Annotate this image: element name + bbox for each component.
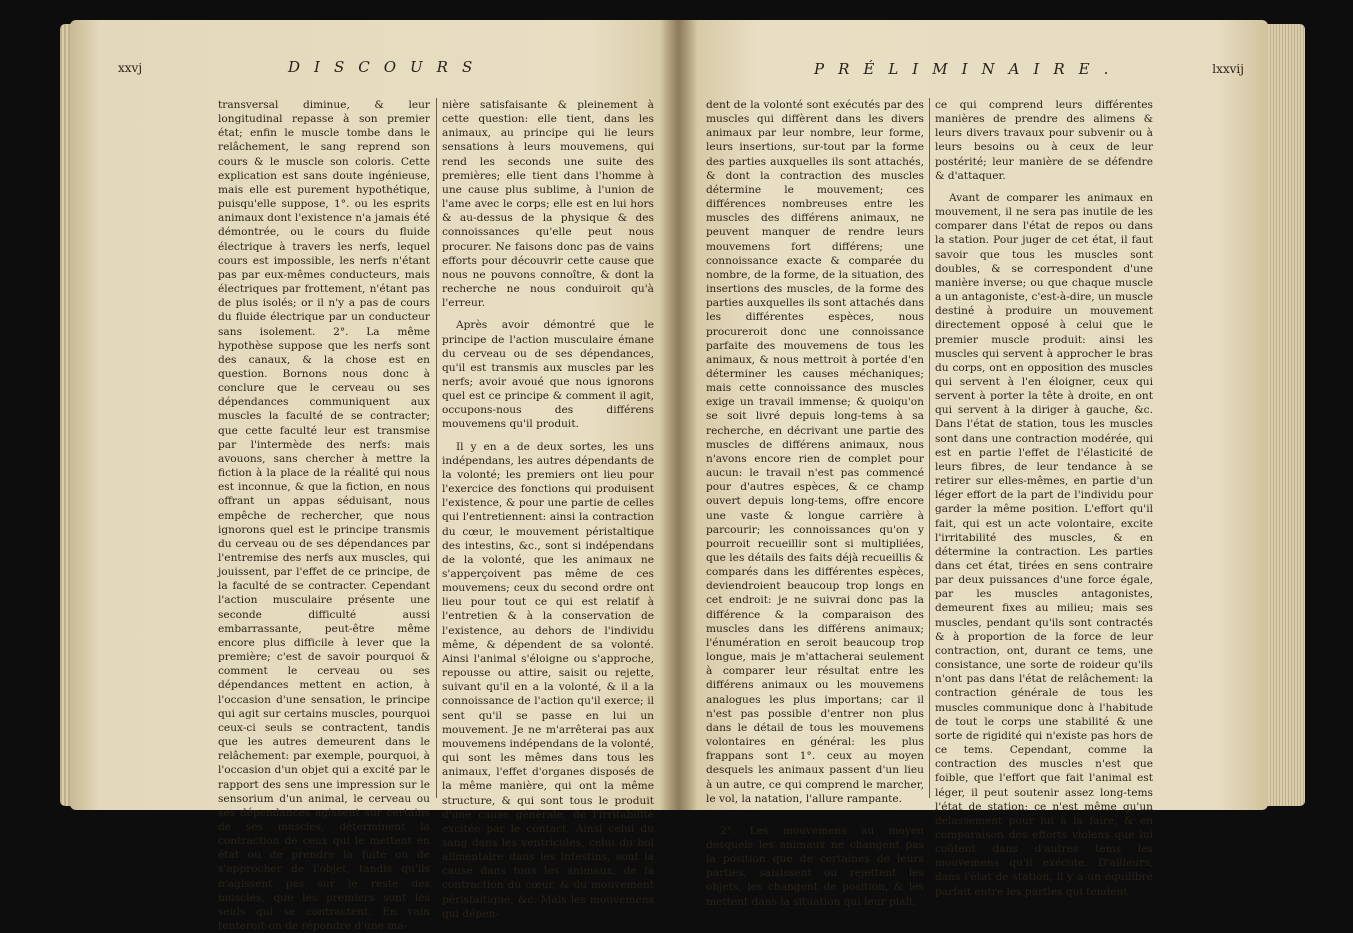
page-edges-right xyxy=(1265,24,1305,806)
paragraph: dent de la volonté sont exécutés par des muscles qui diffèrent dans les divers animaux par leur nombre, leur forme, leurs insertions, sur-tout par la forme des parties auxquelles ils sont attachés, & dont la contraction des muscles détermine le mouvement; ces différences nombreuses entre les muscles des différens animaux, ne peuvent manquer de rendre leurs mouvemens fort différens; une connoissance exacte & comparée du nombre, de la forme, de la situation, des insertions des muscles, de la forme des parties auxquelles ils sont attachés dans les différentes espèces, nous procureroit donc une connoissance parfaite des mouvemens de tous les animaux, & nous mettroit à portée d'en déterminer les causes méchaniques; mais cette connoissance des muscles exige un travail immense; & quoiqu'on se soit livré depuis long-tems à sa recherche, en décrivant une partie des muscles de différens animaux, nous n'avons encore rien de complet pour aucun: le travail n'est pas commencé pour d'autres espèces, & ce champ ouvert depuis long-tems, offre encore une vaste & longue carrière à parcourir; les connoissances qu'on y pourroit recueillir sont si multipliées, que les détails des faits déjà recueillis & comparés dans les différentes espèces, deviendroient beaucoup trop longs en cet endroit: je ne suivrai donc pas la différence & la comparaison des muscles dans les différens animaux; l'énumération en seroit beaucoup trop longue, mais je m'attacherai seulement à comparer leur résultat entre les différens animaux ou les mouvemens analogues les plus importans; car il n'est pas possible d'entrer non plus dans le détail de tous les mouvemens volontaires en général: les plus frappans sont 1°. ceux au moyen desquels les animaux passent d'un lieu à un autre, ce qui comprend le marcher, le vol, la natation, l'allure rampante. xyxy=(706,99,924,805)
paragraph: Il y en a de deux sortes, les uns indépendans, les autres dépendants de la volonté; les premiers ont lieu pour l'exercice des fonctions qui produisent l'existence, & pour une partie de celles qui l'entretiennent: ainsi la contraction du cœur, le mouvement péristaltique des intestins, &c., sont si indépendans de la volonté, que les animaux ne s'apperçoivent pas même de ces mouvemens; ceux du second ordre ont lieu pour tout ce qui est relatif à l'entretien & à la conservation de l'existence, au dehors de l'individu même, & dépendent de sa volonté. Ainsi l'animal s'éloigne ou s'approche, repousse ou attire, saisit ou rejette, suivant qu'il en a la volonté, & il a la connoissance de l'action qu'il exerce; il sent qu'il se passe en lui un mouvement. Je ne m'arrêterai pas aux mouvemens indépendans de la volonté, qui sont les mêmes dans tous les animaux, l'effet d'organes disposés de la même manière, qui ont la même structure, & qui sont tous le produit d'une cause générale, de l'irritabilité excitée par le contact. Ainsi celui du sang dans les ventricules, celui du bol alimentaire dans les intestins, sont la cause dans tous les animaux, de la contraction du cœur, & du mouvement péristaltique, &c. Mais les mouvemens qui dépen- xyxy=(442,440,654,920)
left-page-number: xxvj xyxy=(118,61,143,75)
right-column-1 xyxy=(706,98,924,909)
paragraph: Avant de comparer les animaux en mouvement, il ne sera pas inutile de les comparer dans l'état de repos ou dans la station. Pour juger de cet état, il faut savoir que tous les muscles sont doubles, & se correspondent d'une manière inverse; ou que chaque muscle a un antagoniste, c'est-à-dire, un muscle destiné à produire un mouvement directement opposé à celui que le premier muscle produit: ainsi les muscles qui servent à approcher le bras du corps, ont en opposition des muscles qui servent à l'en éloigner, ceux qui servent à porter la tête à droite, en ont qui servent à la diriger à gauche, &c. Dans l'état de station, tous les muscles sont dans une contraction modérée, qui est en partie l'effet de l'élasticité de leurs fibres, de leur tendance à se retirer sur elles-mêmes, en partie d'un léger effort de la part de l'individu pour garder la même position. L'effort qu'il fait, qui est un acte volontaire, excite l'irritabilité des muscles, & en détermine la contraction. Les parties dans cet état, tirées en sens contraire par deux puissances d'une force égale, par les muscles antagonistes, demeurent fixes au milieu; mais ses muscles, pendant qu'ils sont contractés & à proportion de la force de leur contraction, ont, durant ce tems, une consistance, une sorte de roideur qu'ils n'ont pas dans l'état de relâchement: la contraction générale de tous les muscles communique donc à l'habitude de tout le corps une stabilité & une sorte de rigidité qui n'existe pas hors de ce tems. Cependant, comme la contraction des muscles n'est que foible, que l'effort que fait l'animal est léger, il peut soutenir assez long-tems l'état de station; ce n'est même qu'un délassement pour lui à la faire, & en comparaison des efforts violens que lui coûtent dans d'autres tems les mouvemens qu'il exécute. D'ailleurs, dans l'état de station, il y a un équilibre parfait entre les parties qui tendent xyxy=(935,191,1153,898)
paragraph: ce qui comprend leurs différentes manières de prendre des alimens & leurs divers travaux pour subvenir ou à leurs besoins ou à ceux de leur postérité; leur manière de se défendre & d'attaquer. xyxy=(935,99,1153,182)
paragraph: nière satisfaisante & pleinement à cette question: elle tient, dans les animaux, au principe qui lie leurs sensations à leurs mouvemens, qui rend les seconds une suite des premières; elle tient dans l'homme à une cause plus sublime, à l'union de l'ame avec le corps; elle est en lui hors & au-dessus de la physique & des connoissances qu'elle peut nous procurer. Ne faisons donc pas de vains efforts pour découvrir cette cause que nous ne pouvons connoître, & dont la recherche ne nous conduiroit qu'à l'erreur. xyxy=(442,99,654,310)
left-column-2 xyxy=(442,98,654,921)
left-column-1 xyxy=(218,98,430,933)
right-column-2 xyxy=(935,98,1153,899)
column-rule xyxy=(436,98,437,798)
column-rule xyxy=(929,98,930,798)
right-running-head xyxy=(814,60,1244,78)
left-running-title: DISCOURS xyxy=(288,58,487,76)
right-running-title: PRÉLIMINAIRE. xyxy=(814,60,1123,78)
paragraph: 2°. Les mouvemens au moyen desquels les animaux ne changent pas la position que de certaines de leurs parties, saisissent ou rejettent les objets, les changent de position, & les mettent dans la situation qui leur plaît, xyxy=(706,824,924,908)
paragraph: Après avoir démontré que le principe de l'action musculaire émane du cerveau ou de ses dépendances, qu'il est transmis aux muscles par les nerfs; avoir avoué que nous ignorons quel est ce principe & comment il agit, occupons-nous des différens mouvemens qu'il produit. xyxy=(442,319,654,431)
left-page xyxy=(70,20,678,933)
right-page xyxy=(678,20,1268,908)
paragraph: transversal diminue, & leur longitudinal repasse à son premier état; enfin le muscle tombe dans le relâchement, le sang reprend son cours & le muscle son coloris. Cette explication est sans doute ingénieuse, mais elle est purement hypothétique, puisqu'elle suppose, 1°. ou les esprits animaux dont l'existence n'a jamais été démontrée, ou le cours du fluide électrique à travers les nerfs, lequel cours est impossible, les nerfs n'étant pas par eux-mêmes conducteurs, mais électriques par frottement, n'étant pas de plus isolés; or il n'y a pas de cours du fluide électrique par un conducteur sans isolement. 2°. La même hypothèse suppose que les nerfs sont des canaux, & la chose est en question. Bornons nous donc à conclure que le cerveau ou ses dépendances communiquent aux muscles la faculté de se contracter; que cette faculté leur est transmise par l'intermède des nerfs: mais avouons, sans chercher à mettre la fiction à la place de la réalité qui nous est inconnue, & que la fiction, en nous offrant un appas séduisant, nous empêche de rechercher, que nous ignorons quel est le principe transmis du cerveau ou de ses dépendances par l'entremise des nerfs aux muscles, qui jouissent, par l'effet de ce principe, de la faculté de se contracter. Cependant l'action musculaire présente une seconde difficulté aussi embarrassante, peut-être même encore plus difficile à lever que la première; c'est de savoir pourquoi & comment le cerveau ou ses dépendances mettent en action, à l'occasion d'une sensation, le principe qui agit sur certains muscles, pourquoi ceux-ci seuls se contractent, tandis que les autres demeurent dans le relâchement: par exemple, pourquoi, à l'occasion d'un objet qui a excité par le rapport des sens une impression sur le sensorium d'un animal, le cerveau ou ses dépendances agissent sur certains de ses muscles, déterminent la contraction de ceux qui le mettent en état ou de prendre la fuite ou de s'approcher de l'objet, tandis qu'ils n'agissent pas sur le reste des muscles, que les premiers sont les seuls qui se contractent. En vain tenteroit-on de répondre d'une ma- xyxy=(218,99,430,933)
left-running-head xyxy=(118,60,638,76)
book-gutter xyxy=(660,20,698,810)
right-page-number: lxxvij xyxy=(1212,62,1244,76)
